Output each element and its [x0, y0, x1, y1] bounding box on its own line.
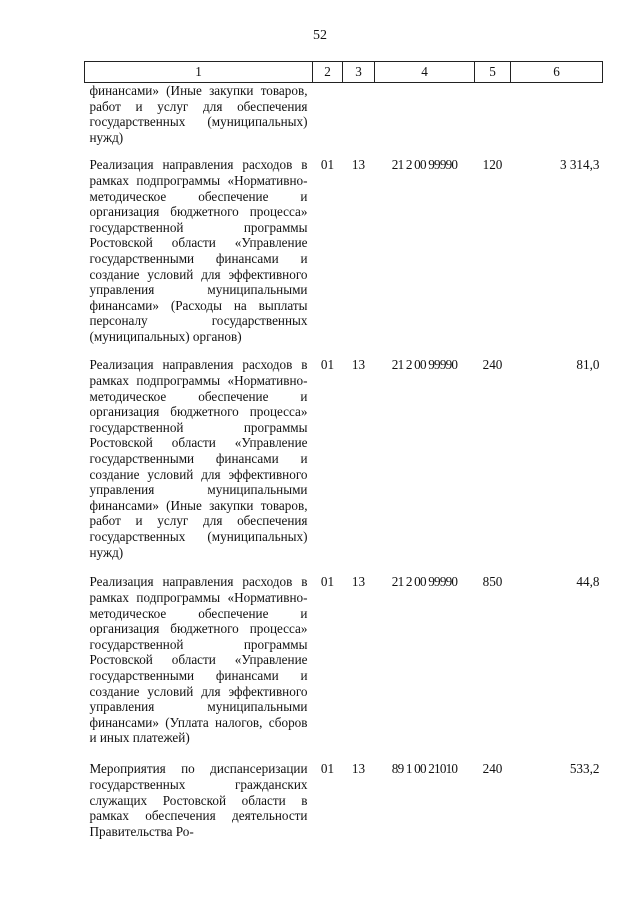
row-amount: 44,8 [576, 574, 600, 590]
row-amount [511, 83, 603, 146]
row-section: 01 [320, 157, 335, 173]
row-description: Реализация направления расходов в рамках подпрограммы «Нормативно-методическое обеспечение и организация бюджетного процесса» государственной программы Ростовской области «Управление государственными финансами и создание условий для эффективного управления муниципальными финансами» (Иные закупки товаров, работ и услуг для обеспечения государственных (муниципальных) нужд) [89, 357, 308, 560]
row-expense-type: 850 [482, 574, 503, 590]
header-col-5: 5 [475, 62, 511, 83]
row-subsection: 13 [351, 157, 366, 173]
row-section: 01 [320, 574, 335, 590]
row-amount: 533,2 [569, 761, 600, 777]
row-description: финансами» (Иные закупки товаров, работ и услуг для обеспечения государственных (муниципальных) нужд) [89, 83, 308, 145]
row-target-code: 21 2 00 99990 [391, 357, 458, 373]
row-target-code: 89 1 00 21010 [391, 761, 458, 777]
row-section: 01 [320, 761, 335, 777]
row-description: Реализация направления расходов в рамках подпрограммы «Нормативно-методическое обеспечение и организация бюджетного процесса» государственной программы Ростовской области «Управление государственными финансами и создание условий для эффективного управления муниципальными финансами» (Расходы на выплаты персоналу государственных (муниципальных) органов) [89, 157, 308, 344]
row-section [313, 83, 343, 146]
header-col-4: 4 [375, 62, 475, 83]
row-subsection: 13 [351, 761, 366, 777]
budget-table [84, 61, 603, 839]
row-expense-type: 120 [482, 157, 503, 173]
row-expense-type: 240 [482, 357, 503, 373]
row-target-code: 21 2 00 99990 [391, 157, 458, 173]
table-header-row [85, 62, 603, 83]
row-target-code [375, 83, 475, 146]
page-number: 52 [313, 28, 327, 43]
row-expense-type [475, 83, 511, 146]
row-amount: 3 314,3 [559, 157, 600, 173]
row-expense-type: 240 [482, 761, 503, 777]
row-subsection [343, 83, 375, 146]
row-target-code: 21 2 00 99990 [391, 574, 458, 590]
row-section: 01 [320, 357, 335, 373]
table-row [85, 562, 603, 749]
table-row [85, 145, 603, 345]
row-description: Мероприятия по диспансеризации государственных гражданских служащих Ростовской области в рамках обеспечения деятельности Правительства Ро- [89, 761, 308, 839]
row-description: Реализация направления расходов в рамках подпрограммы «Нормативно-методическое обеспечение и организация бюджетного процесса» государственной программы Ростовской области «Управление государственными финансами и создание условий для эффективного управления муниципальными финансами» (Уплата налогов, сборов и иных платежей) [89, 574, 308, 746]
row-subsection: 13 [351, 357, 366, 373]
table-row [85, 749, 603, 839]
header-col-3: 3 [343, 62, 375, 83]
row-subsection: 13 [351, 574, 366, 590]
header-col-2: 2 [313, 62, 343, 83]
row-amount: 81,0 [576, 357, 600, 373]
header-col-6: 6 [511, 62, 603, 83]
table-row [85, 345, 603, 562]
table-row [85, 83, 603, 146]
header-col-1: 1 [85, 62, 313, 83]
